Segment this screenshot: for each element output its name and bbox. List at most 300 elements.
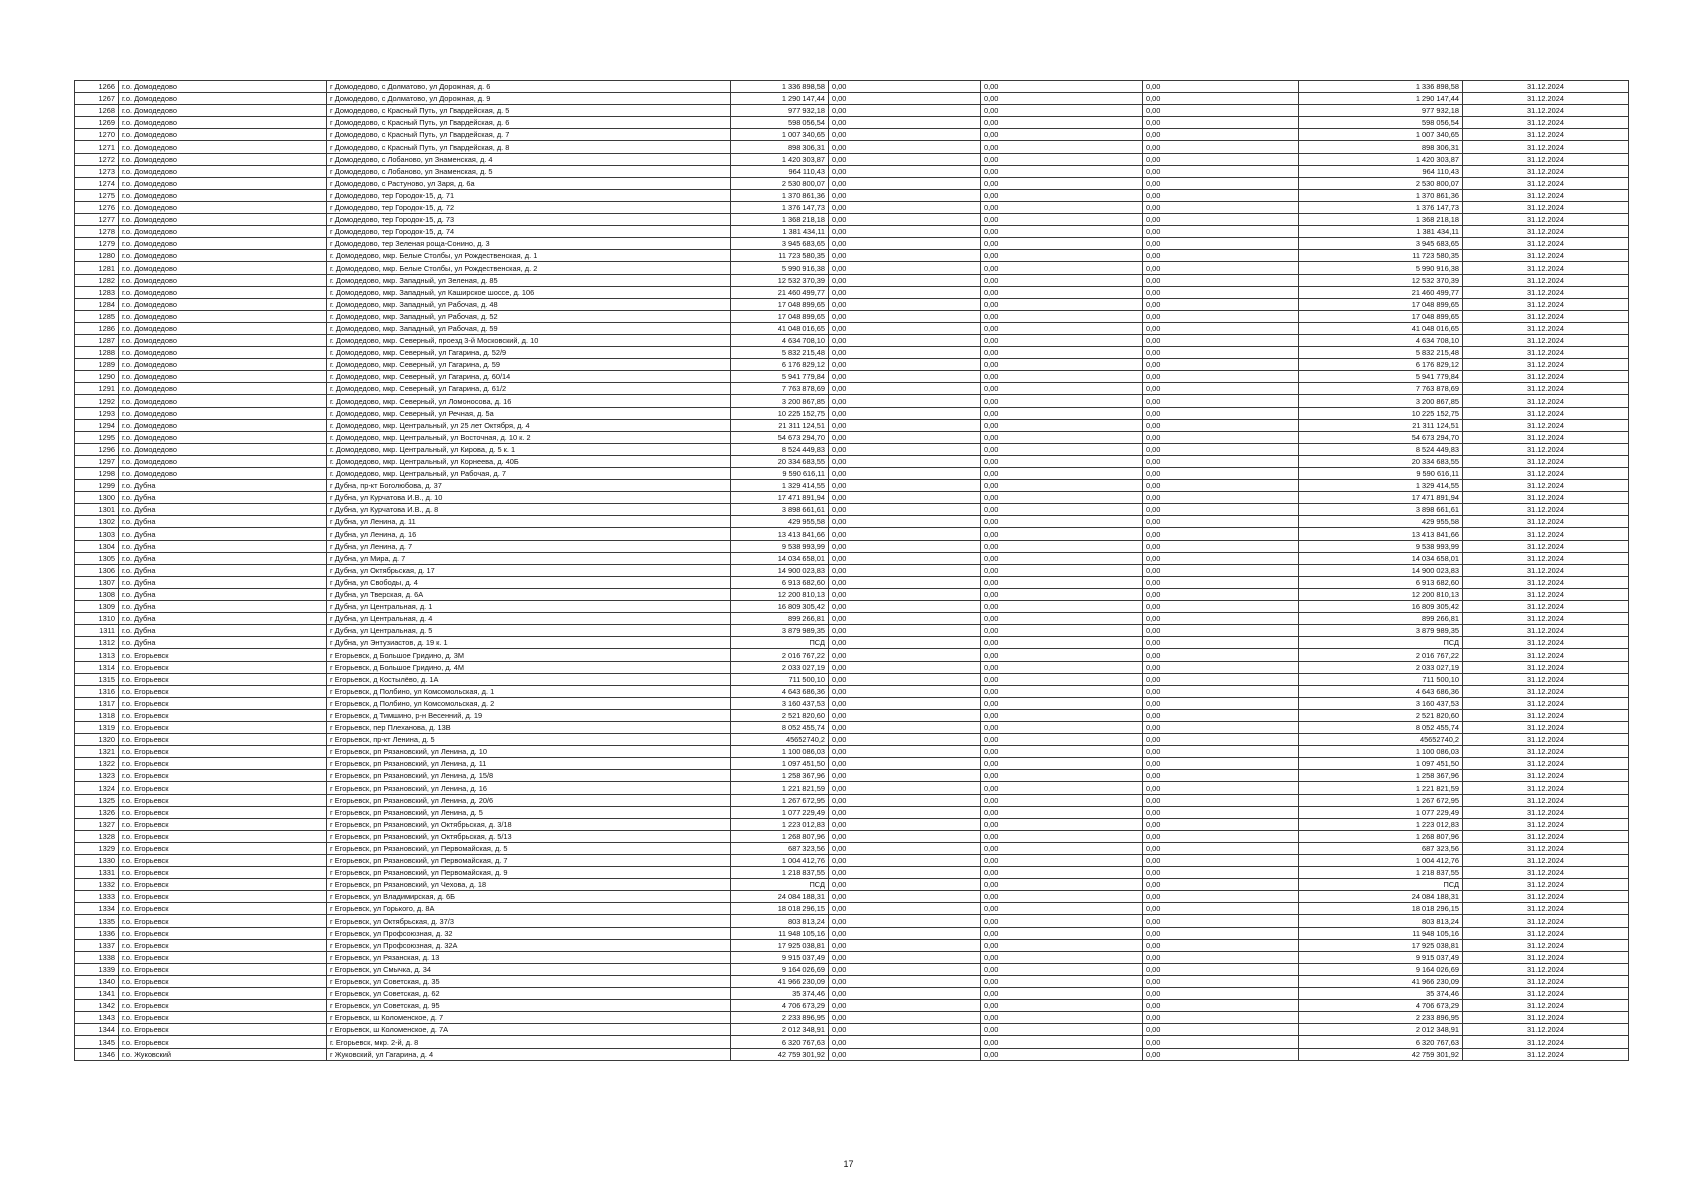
value-col-7-cell: 0,00 (1143, 468, 1299, 480)
due-date-cell: 31.12.2024 (1463, 564, 1629, 576)
value-col-6-cell: 0,00 (981, 963, 1143, 975)
value-col-7-cell: 0,00 (1143, 250, 1299, 262)
row-number-cell: 1272 (75, 153, 119, 165)
value-col-5-cell: 0,00 (829, 855, 981, 867)
amount-cell: ПСД (731, 637, 829, 649)
value-col-7-cell: 0,00 (1143, 637, 1299, 649)
due-date-cell: 31.12.2024 (1463, 806, 1629, 818)
address-cell: г Егорьевск, рп Рязановский, ул Ленина, д. 5 (327, 806, 731, 818)
value-col-7-cell: 0,00 (1143, 963, 1299, 975)
value-col-7-cell: 0,00 (1143, 383, 1299, 395)
address-cell: г Егорьевск, ул Рязанская, д. 13 (327, 951, 731, 963)
amount-cell: 2 521 820,60 (731, 709, 829, 721)
amount-total-cell: 21 311 124,51 (1299, 419, 1463, 431)
value-col-6-cell: 0,00 (981, 540, 1143, 552)
row-number-cell: 1297 (75, 455, 119, 467)
district-cell: г.о. Егорьевск (119, 673, 327, 685)
due-date-cell: 31.12.2024 (1463, 637, 1629, 649)
value-col-5-cell: 0,00 (829, 673, 981, 685)
amount-total-cell: 14 034 658,01 (1299, 552, 1463, 564)
address-cell: г Егорьевск, рп Рязановский, ул Первомайская, д. 9 (327, 867, 731, 879)
value-col-6-cell: 0,00 (981, 721, 1143, 733)
amount-cell: 20 334 683,55 (731, 455, 829, 467)
table-row (75, 576, 1629, 588)
district-cell: г.о. Егорьевск (119, 867, 327, 879)
value-col-5-cell: 0,00 (829, 1000, 981, 1012)
value-col-6-cell: 0,00 (981, 867, 1143, 879)
amount-total-cell: 54 673 294,70 (1299, 431, 1463, 443)
value-col-7-cell: 0,00 (1143, 480, 1299, 492)
table-row (75, 504, 1629, 516)
table-row (75, 758, 1629, 770)
amount-total-cell: 5 941 779,84 (1299, 371, 1463, 383)
value-col-5-cell: 0,00 (829, 613, 981, 625)
amount-total-cell: 6 176 829,12 (1299, 359, 1463, 371)
value-col-7-cell: 0,00 (1143, 274, 1299, 286)
due-date-cell: 31.12.2024 (1463, 250, 1629, 262)
due-date-cell: 31.12.2024 (1463, 988, 1629, 1000)
district-cell: г.о. Дубна (119, 625, 327, 637)
row-number-cell: 1281 (75, 262, 119, 274)
address-cell: г Егорьевск, д Полбино, ул Комсомольская, д. 1 (327, 685, 731, 697)
district-cell: г.о. Домодедово (119, 201, 327, 213)
address-cell: г Домодедово, тер Городок-15, д. 73 (327, 214, 731, 226)
value-col-5-cell: 0,00 (829, 867, 981, 879)
table-row (75, 540, 1629, 552)
value-col-6-cell: 0,00 (981, 468, 1143, 480)
amount-cell: 1 329 414,55 (731, 480, 829, 492)
district-cell: г.о. Домодедово (119, 129, 327, 141)
table-row (75, 334, 1629, 346)
district-cell: г.о. Егорьевск (119, 1036, 327, 1048)
row-number-cell: 1294 (75, 419, 119, 431)
amount-total-cell: 35 374,46 (1299, 988, 1463, 1000)
district-cell: г.о. Егорьевск (119, 879, 327, 891)
amount-total-cell: 6 320 767,63 (1299, 1036, 1463, 1048)
amount-total-cell: 687 323,56 (1299, 842, 1463, 854)
amount-cell: 2 016 767,22 (731, 649, 829, 661)
row-number-cell: 1280 (75, 250, 119, 262)
row-number-cell: 1286 (75, 322, 119, 334)
address-cell: г. Домодедово, мкр. Белые Столбы, ул Рождественская, д. 2 (327, 262, 731, 274)
address-cell: г Дубна, ул Курчатова И.В., д. 8 (327, 504, 731, 516)
value-col-7-cell: 0,00 (1143, 988, 1299, 1000)
address-cell: г Егорьевск, рп Рязановский, ул Первомайская, д. 5 (327, 842, 731, 854)
amount-cell: 977 932,18 (731, 105, 829, 117)
address-cell: г Домодедово, с Красный Путь, ул Гвардейская, д. 5 (327, 105, 731, 117)
value-col-6-cell: 0,00 (981, 443, 1143, 455)
amount-cell: 1 077 229,49 (731, 806, 829, 818)
value-col-6-cell: 0,00 (981, 516, 1143, 528)
amount-cell: 35 374,46 (731, 988, 829, 1000)
amount-total-cell: 9 538 993,99 (1299, 540, 1463, 552)
value-col-5-cell: 0,00 (829, 371, 981, 383)
value-col-6-cell: 0,00 (981, 407, 1143, 419)
table-row (75, 685, 1629, 697)
value-col-6-cell: 0,00 (981, 93, 1143, 105)
table-row (75, 468, 1629, 480)
value-col-6-cell: 0,00 (981, 734, 1143, 746)
table-row (75, 359, 1629, 371)
value-col-7-cell: 0,00 (1143, 93, 1299, 105)
value-col-7-cell: 0,00 (1143, 117, 1299, 129)
value-col-7-cell: 0,00 (1143, 540, 1299, 552)
value-col-5-cell: 0,00 (829, 1024, 981, 1036)
value-col-5-cell: 0,00 (829, 891, 981, 903)
table-row (75, 661, 1629, 673)
value-col-6-cell: 0,00 (981, 842, 1143, 854)
amount-cell: 13 413 841,66 (731, 528, 829, 540)
table-row (75, 93, 1629, 105)
table-row (75, 879, 1629, 891)
address-cell: г Егорьевск, рп Рязановский, ул Первомайская, д. 7 (327, 855, 731, 867)
value-col-5-cell: 0,00 (829, 709, 981, 721)
district-cell: г.о. Домодедово (119, 177, 327, 189)
district-cell: г.о. Домодедово (119, 250, 327, 262)
amount-total-cell: 1 368 218,18 (1299, 214, 1463, 226)
due-date-cell: 31.12.2024 (1463, 177, 1629, 189)
district-cell: г.о. Егорьевск (119, 855, 327, 867)
value-col-5-cell: 0,00 (829, 153, 981, 165)
row-number-cell: 1305 (75, 552, 119, 564)
row-number-cell: 1306 (75, 564, 119, 576)
address-cell: г Егорьевск, ул Профсоюзная, д. 32А (327, 939, 731, 951)
amount-total-cell: 17 048 899,65 (1299, 298, 1463, 310)
value-col-7-cell: 0,00 (1143, 734, 1299, 746)
amount-cell: 1 376 147,73 (731, 201, 829, 213)
table-row (75, 891, 1629, 903)
value-col-5-cell: 0,00 (829, 1048, 981, 1060)
value-col-5-cell: 0,00 (829, 250, 981, 262)
amount-total-cell: 2 012 348,91 (1299, 1024, 1463, 1036)
district-cell: г.о. Егорьевск (119, 963, 327, 975)
district-cell: г.о. Егорьевск (119, 842, 327, 854)
amount-cell: ПСД (731, 879, 829, 891)
due-date-cell: 31.12.2024 (1463, 468, 1629, 480)
value-col-6-cell: 0,00 (981, 504, 1143, 516)
value-col-7-cell: 0,00 (1143, 879, 1299, 891)
value-col-6-cell: 0,00 (981, 770, 1143, 782)
due-date-cell: 31.12.2024 (1463, 855, 1629, 867)
value-col-5-cell: 0,00 (829, 770, 981, 782)
due-date-cell: 31.12.2024 (1463, 201, 1629, 213)
amount-cell: 4 706 673,29 (731, 1000, 829, 1012)
address-cell: г Дубна, ул Курчатова И.В., д. 10 (327, 492, 731, 504)
row-number-cell: 1266 (75, 81, 119, 93)
value-col-6-cell: 0,00 (981, 601, 1143, 613)
amount-cell: 1 223 012,83 (731, 818, 829, 830)
row-number-cell: 1322 (75, 758, 119, 770)
row-number-cell: 1317 (75, 697, 119, 709)
due-date-cell: 31.12.2024 (1463, 226, 1629, 238)
address-cell: г. Домодедово, мкр. Северный, ул Ломоносова, д. 16 (327, 395, 731, 407)
amount-total-cell: 24 084 188,31 (1299, 891, 1463, 903)
value-col-6-cell: 0,00 (981, 262, 1143, 274)
value-col-7-cell: 0,00 (1143, 201, 1299, 213)
row-number-cell: 1298 (75, 468, 119, 480)
value-col-5-cell: 0,00 (829, 564, 981, 576)
value-col-6-cell: 0,00 (981, 480, 1143, 492)
district-cell: г.о. Домодедово (119, 105, 327, 117)
amount-total-cell: 1 267 672,95 (1299, 794, 1463, 806)
amount-total-cell: 13 413 841,66 (1299, 528, 1463, 540)
row-number-cell: 1299 (75, 480, 119, 492)
value-col-5-cell: 0,00 (829, 407, 981, 419)
value-col-6-cell: 0,00 (981, 153, 1143, 165)
amount-total-cell: 2 530 800,07 (1299, 177, 1463, 189)
due-date-cell: 31.12.2024 (1463, 214, 1629, 226)
amount-total-cell: 9 915 037,49 (1299, 951, 1463, 963)
amount-total-cell: 1 376 147,73 (1299, 201, 1463, 213)
row-number-cell: 1314 (75, 661, 119, 673)
amount-cell: 1 258 367,96 (731, 770, 829, 782)
district-cell: г.о. Дубна (119, 601, 327, 613)
value-col-6-cell: 0,00 (981, 818, 1143, 830)
address-cell: г. Домодедово, мкр. Северный, ул Гагарина, д. 52/9 (327, 347, 731, 359)
value-col-5-cell: 0,00 (829, 492, 981, 504)
value-col-6-cell: 0,00 (981, 685, 1143, 697)
due-date-cell: 31.12.2024 (1463, 576, 1629, 588)
due-date-cell: 31.12.2024 (1463, 867, 1629, 879)
address-cell: г Егорьевск, ш Коломенское, д. 7 (327, 1012, 731, 1024)
row-number-cell: 1275 (75, 189, 119, 201)
table-row (75, 189, 1629, 201)
due-date-cell: 31.12.2024 (1463, 709, 1629, 721)
row-number-cell: 1288 (75, 347, 119, 359)
value-col-5-cell: 0,00 (829, 625, 981, 637)
row-number-cell: 1311 (75, 625, 119, 637)
amount-cell: 4 634 708,10 (731, 334, 829, 346)
address-cell: г. Домодедово, мкр. Северный, ул Речная, д. 5а (327, 407, 731, 419)
row-number-cell: 1341 (75, 988, 119, 1000)
amount-total-cell: 3 200 867,85 (1299, 395, 1463, 407)
amount-cell: 3 879 989,35 (731, 625, 829, 637)
address-cell: г Егорьевск, д Тимшино, р-н Весенний, д. 19 (327, 709, 731, 721)
amount-cell: 21 311 124,51 (731, 419, 829, 431)
amount-cell: 21 460 499,77 (731, 286, 829, 298)
address-cell: г Дубна, ул Ленина, д. 16 (327, 528, 731, 540)
amount-cell: 9 538 993,99 (731, 540, 829, 552)
value-col-6-cell: 0,00 (981, 383, 1143, 395)
district-cell: г.о. Домодедово (119, 238, 327, 250)
address-cell: г Дубна, ул Центральная, д. 1 (327, 601, 731, 613)
table-row (75, 480, 1629, 492)
row-number-cell: 1310 (75, 613, 119, 625)
due-date-cell: 31.12.2024 (1463, 601, 1629, 613)
amount-total-cell: 4 634 708,10 (1299, 334, 1463, 346)
value-col-5-cell: 0,00 (829, 468, 981, 480)
district-cell: г.о. Домодедово (119, 93, 327, 105)
value-col-7-cell: 0,00 (1143, 165, 1299, 177)
value-col-6-cell: 0,00 (981, 201, 1143, 213)
amount-cell: 711 500,10 (731, 673, 829, 685)
row-number-cell: 1302 (75, 516, 119, 528)
district-cell: г.о. Дубна (119, 637, 327, 649)
address-cell: г. Домодедово, мкр. Западный, ул Рабочая, д. 59 (327, 322, 731, 334)
value-col-6-cell: 0,00 (981, 371, 1143, 383)
address-cell: г Егорьевск, д Большое Гридино, д. 4М (327, 661, 731, 673)
row-number-cell: 1300 (75, 492, 119, 504)
value-col-6-cell: 0,00 (981, 588, 1143, 600)
row-number-cell: 1293 (75, 407, 119, 419)
value-col-5-cell: 0,00 (829, 951, 981, 963)
value-col-5-cell: 0,00 (829, 588, 981, 600)
value-col-5-cell: 0,00 (829, 758, 981, 770)
value-col-6-cell: 0,00 (981, 214, 1143, 226)
amount-total-cell: 4 706 673,29 (1299, 1000, 1463, 1012)
amount-total-cell: 11 948 105,16 (1299, 927, 1463, 939)
table-row (75, 141, 1629, 153)
district-cell: г.о. Домодедово (119, 407, 327, 419)
address-cell: г Егорьевск, рп Рязановский, ул Ленина, д. 11 (327, 758, 731, 770)
address-cell: г Домодедово, с Лобаново, ул Знаменская, д. 5 (327, 165, 731, 177)
value-col-7-cell: 0,00 (1143, 177, 1299, 189)
table-row (75, 443, 1629, 455)
amount-cell: 3 945 683,65 (731, 238, 829, 250)
table-row (75, 794, 1629, 806)
value-col-6-cell: 0,00 (981, 395, 1143, 407)
due-date-cell: 31.12.2024 (1463, 758, 1629, 770)
amount-total-cell: 9 164 026,69 (1299, 963, 1463, 975)
table-row (75, 552, 1629, 564)
row-number-cell: 1307 (75, 576, 119, 588)
table-row (75, 770, 1629, 782)
value-col-6-cell: 0,00 (981, 1012, 1143, 1024)
amount-total-cell: 41 048 016,65 (1299, 322, 1463, 334)
amount-total-cell: 16 809 305,42 (1299, 601, 1463, 613)
value-col-7-cell: 0,00 (1143, 1024, 1299, 1036)
value-col-5-cell: 0,00 (829, 383, 981, 395)
table-row (75, 310, 1629, 322)
value-col-5-cell: 0,00 (829, 117, 981, 129)
row-number-cell: 1276 (75, 201, 119, 213)
amount-cell: 5 941 779,84 (731, 371, 829, 383)
amount-cell: 803 813,24 (731, 915, 829, 927)
amount-cell: 41 048 016,65 (731, 322, 829, 334)
amount-total-cell: 1 336 898,58 (1299, 81, 1463, 93)
value-col-7-cell: 0,00 (1143, 818, 1299, 830)
due-date-cell: 31.12.2024 (1463, 516, 1629, 528)
table-row (75, 286, 1629, 298)
district-cell: г.о. Домодедово (119, 226, 327, 238)
row-number-cell: 1282 (75, 274, 119, 286)
value-col-7-cell: 0,00 (1143, 975, 1299, 987)
table-row (75, 238, 1629, 250)
value-col-6-cell: 0,00 (981, 322, 1143, 334)
amount-cell: 12 532 370,39 (731, 274, 829, 286)
due-date-cell: 31.12.2024 (1463, 685, 1629, 697)
address-cell: г Дубна, ул Мира, д. 7 (327, 552, 731, 564)
district-cell: г.о. Дубна (119, 576, 327, 588)
value-col-5-cell: 0,00 (829, 286, 981, 298)
amount-cell: 8 524 449,83 (731, 443, 829, 455)
due-date-cell: 31.12.2024 (1463, 939, 1629, 951)
district-cell: г.о. Дубна (119, 552, 327, 564)
due-date-cell: 31.12.2024 (1463, 1036, 1629, 1048)
amount-total-cell: 977 932,18 (1299, 105, 1463, 117)
value-col-6-cell: 0,00 (981, 189, 1143, 201)
value-col-7-cell: 0,00 (1143, 189, 1299, 201)
due-date-cell: 31.12.2024 (1463, 1000, 1629, 1012)
value-col-5-cell: 0,00 (829, 189, 981, 201)
district-cell: г.о. Егорьевск (119, 709, 327, 721)
district-cell: г.о. Егорьевск (119, 1012, 327, 1024)
amount-cell: 1 290 147,44 (731, 93, 829, 105)
table-row (75, 153, 1629, 165)
table-row (75, 1024, 1629, 1036)
value-col-7-cell: 0,00 (1143, 588, 1299, 600)
table-row (75, 975, 1629, 987)
table-row (75, 818, 1629, 830)
address-cell: г Домодедово, тер Городок-15, д. 71 (327, 189, 731, 201)
district-cell: г.о. Дубна (119, 492, 327, 504)
value-col-5-cell: 0,00 (829, 274, 981, 286)
value-col-7-cell: 0,00 (1143, 685, 1299, 697)
value-col-5-cell: 0,00 (829, 93, 981, 105)
value-col-7-cell: 0,00 (1143, 492, 1299, 504)
amount-cell: 4 643 686,36 (731, 685, 829, 697)
value-col-7-cell: 0,00 (1143, 927, 1299, 939)
due-date-cell: 31.12.2024 (1463, 951, 1629, 963)
district-cell: г.о. Егорьевск (119, 903, 327, 915)
amount-total-cell: 3 160 437,53 (1299, 697, 1463, 709)
table-row (75, 407, 1629, 419)
district-cell: г.о. Домодедово (119, 322, 327, 334)
district-cell: г.о. Егорьевск (119, 806, 327, 818)
district-cell: г.о. Домодедово (119, 468, 327, 480)
address-cell: г Домодедово, тер Городок-15, д. 74 (327, 226, 731, 238)
amount-cell: 8 052 455,74 (731, 721, 829, 733)
address-cell: г Домодедово, с Растуново, ул Заря, д. 6а (327, 177, 731, 189)
amount-total-cell: 898 306,31 (1299, 141, 1463, 153)
address-cell: г Егорьевск, рп Рязановский, ул Ленина, д. 10 (327, 746, 731, 758)
row-number-cell: 1324 (75, 782, 119, 794)
row-number-cell: 1292 (75, 395, 119, 407)
amount-cell: 14 900 023,83 (731, 564, 829, 576)
table-row (75, 806, 1629, 818)
value-col-6-cell: 0,00 (981, 915, 1143, 927)
value-col-6-cell: 0,00 (981, 697, 1143, 709)
value-col-5-cell: 0,00 (829, 927, 981, 939)
value-col-5-cell: 0,00 (829, 601, 981, 613)
district-cell: г.о. Домодедово (119, 395, 327, 407)
due-date-cell: 31.12.2024 (1463, 310, 1629, 322)
value-col-7-cell: 0,00 (1143, 395, 1299, 407)
value-col-7-cell: 0,00 (1143, 322, 1299, 334)
row-number-cell: 1346 (75, 1048, 119, 1060)
row-number-cell: 1344 (75, 1024, 119, 1036)
amount-cell: 6 176 829,12 (731, 359, 829, 371)
value-col-7-cell: 0,00 (1143, 613, 1299, 625)
value-col-7-cell: 0,00 (1143, 1048, 1299, 1060)
amount-total-cell: 42 759 301,92 (1299, 1048, 1463, 1060)
value-col-7-cell: 0,00 (1143, 601, 1299, 613)
row-number-cell: 1336 (75, 927, 119, 939)
row-number-cell: 1335 (75, 915, 119, 927)
amount-total-cell: 8 052 455,74 (1299, 721, 1463, 733)
value-col-6-cell: 0,00 (981, 141, 1143, 153)
value-col-6-cell: 0,00 (981, 649, 1143, 661)
district-cell: г.о. Домодедово (119, 419, 327, 431)
value-col-6-cell: 0,00 (981, 1036, 1143, 1048)
value-col-7-cell: 0,00 (1143, 262, 1299, 274)
value-col-5-cell: 0,00 (829, 576, 981, 588)
due-date-cell: 31.12.2024 (1463, 661, 1629, 673)
amount-cell: 17 048 899,65 (731, 310, 829, 322)
table-row (75, 601, 1629, 613)
amount-cell: 687 323,56 (731, 842, 829, 854)
district-cell: г.о. Дубна (119, 516, 327, 528)
